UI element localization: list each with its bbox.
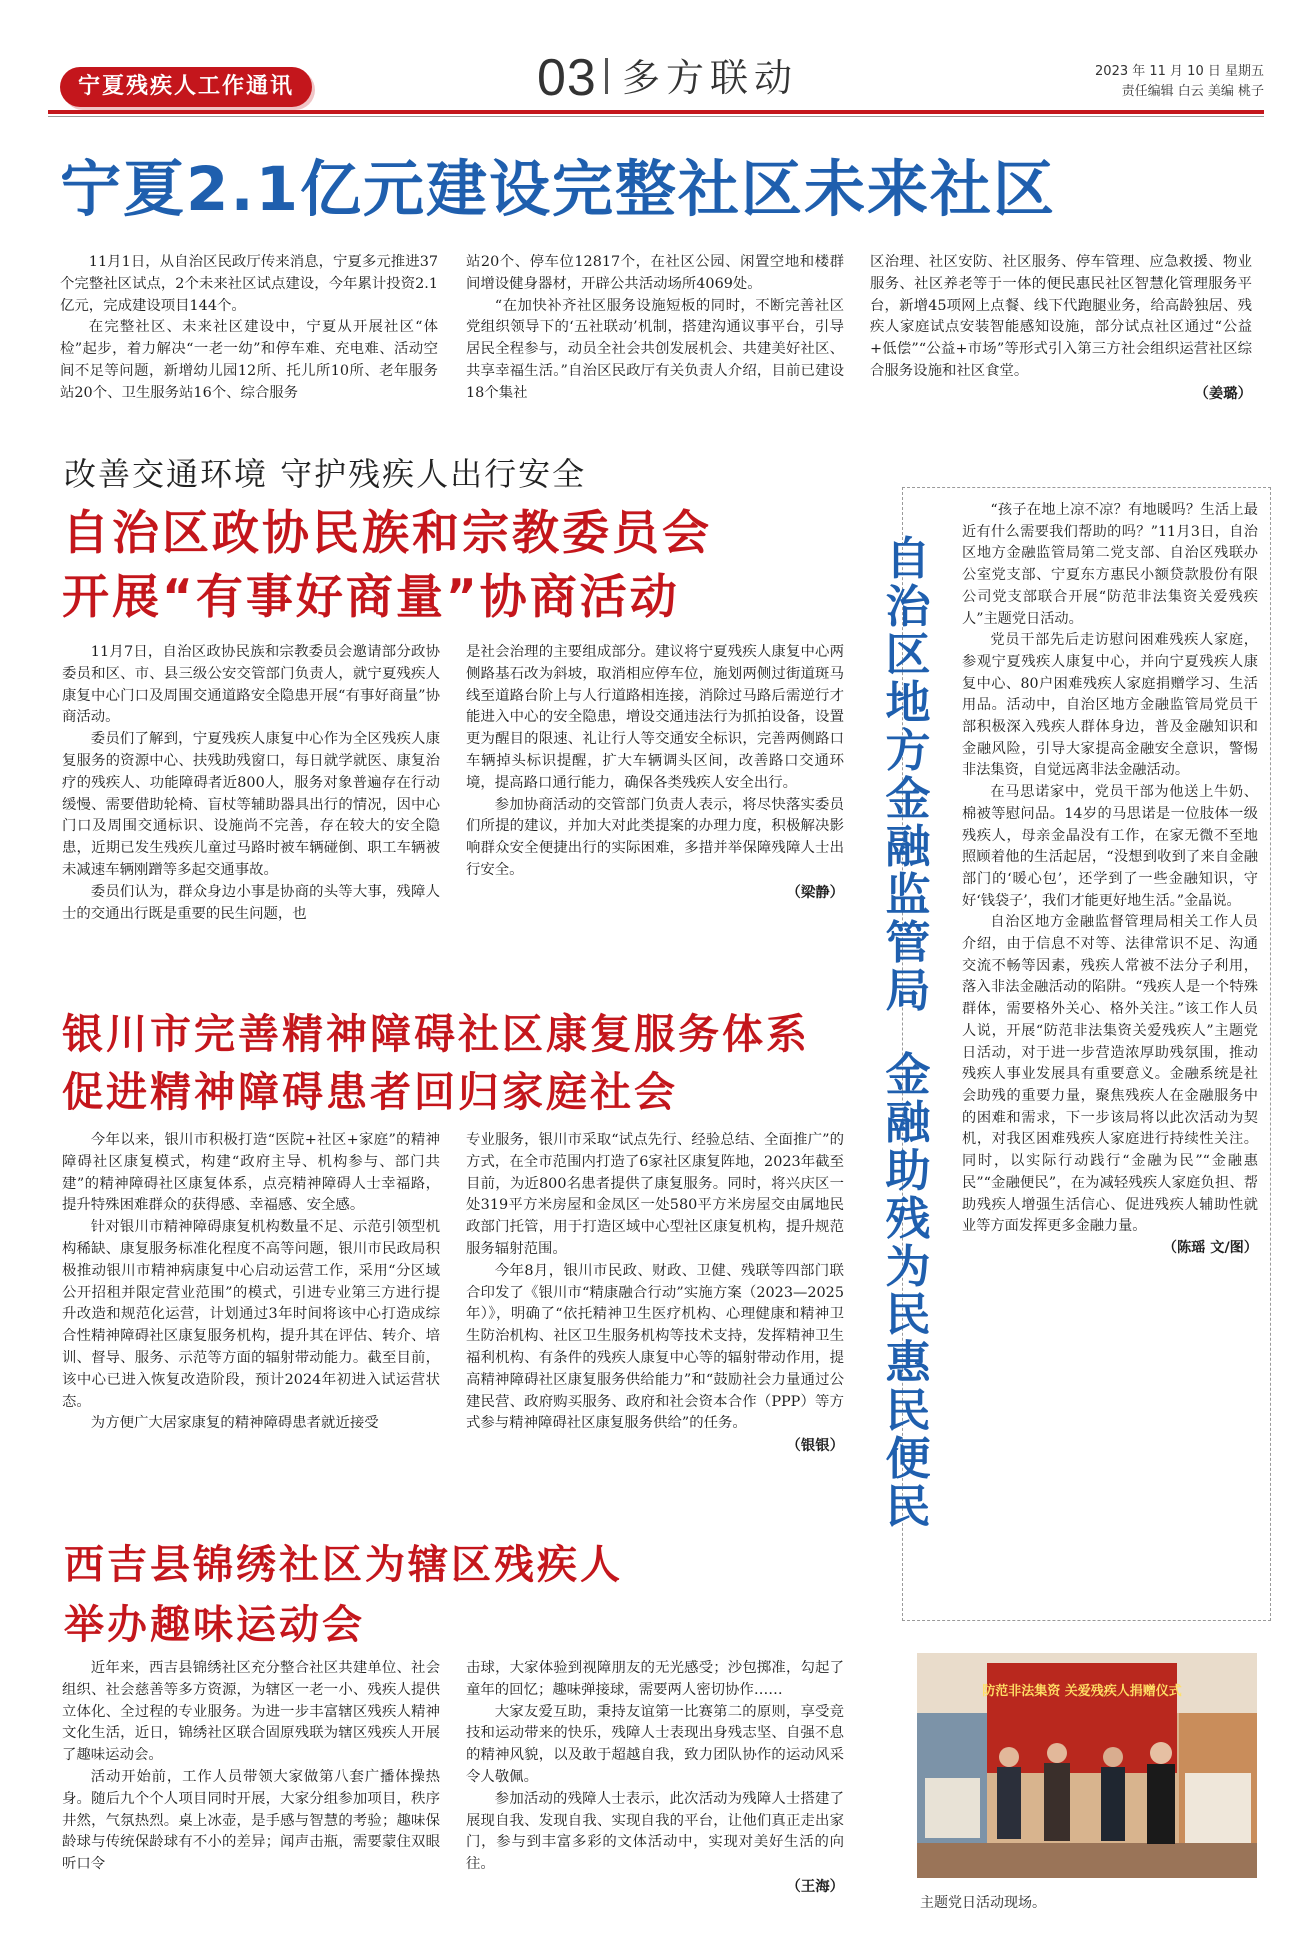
paragraph: 活动开始前，工作人员带领大家做第八套广播体操热身。随后九个个人项目同时开展，大家分组参加项目，秩序井然，气氛热烈。桌上冰壶，是手感与智慧的考验；趣味保龄球与传统保龄球有不小的差异；闻声击瓶，需要蒙住双眼听口令 [62,1768,440,1873]
masthead-rule-thin [48,116,1264,117]
sidebar-body [962,500,1258,1260]
article2-headline [62,502,712,630]
paragraph: “在加快补齐社区服务设施短板的同时，不断完善社区党组织领导下的‘五社联动’机制，搭建沟通议事平台，引导居民全程参与，动员全社会共创发展机会、共建美好社区、共享幸福生活。”自治区民政厅有关负责人介绍，目前已建设18个集社 [466,297,844,401]
paragraph: 党员干部先后走访慰问困难残疾人家庭，参观宁夏残疾人康复中心，并向宁夏残疾人康复中心、80户困难残疾人家庭捐赠学习、生活用品。活动中，自治区地方金融监管局党员干部积极深入残疾人群体身边，普及金融知识和金融风险，引导大家提高金融安全意识，警惕非法集资，自觉远离非法金融活动。 [962,632,1258,779]
paragraph: 参加协商活动的交管部门负责人表示，将尽快落实委员们所提的建议，并加大对此类提案的办理力度，积极解决影响群众安全便捷出行的实际困难，多措并举保障残障人士出行安全。 [466,796,844,878]
paper-name-badge: 宁夏残疾人工作通讯 [60,67,312,107]
paragraph: 今年8月，银川市民政、财政、卫健、残联等四部门联合印发了《银川市“精康融合行动”实施方案（2023—2025年）》，明确了“依托精神卫生医疗机构、心理健康和精神卫生防治机构、社区卫生服务机构等技术支持，发挥精神卫生福利机构、有条件的残疾人康复中心等的辐射带动作用，提高精神障碍社区康复服务供给能力”和“鼓励社会力量通过公建民营、政府购买服务、政府和社会资本合作（PPP）等方式参与精神障碍社区康复服务供给”的任务。 [466,1262,844,1432]
article4-headline [64,1535,623,1655]
paragraph: 击球，大家体验到视障朋友的无光感受；沙包掷准，勾起了童年的回忆；趣味弹接球，需要两人密切协作…… [466,1660,844,1698]
sidebar-headline [876,532,940,1533]
issue-date: 2023 年 11 月 10 日 星期五 [1095,64,1264,79]
article4-column-1 [62,1658,440,1876]
paragraph: “孩子在地上凉不凉？有地暖吗？生活上最近有什么需要我们帮助的吗？”11月3日，自治区地方金融监管局第二党支部、自治区残联办公室党支部、宁夏东方惠民小额贷款股份有限公司党支部联合开展“防范非法集资关爱残疾人”主题党日活动。 [962,502,1258,627]
headline-line: 金融助残为民惠民便民 [885,1048,931,1533]
headline-gap [876,1015,940,1051]
article2-column-1 [62,642,440,925]
article2-byline: （梁静） [786,883,844,901]
event-photo-illustration [917,1653,1257,1878]
masthead-meta [1095,62,1264,102]
paragraph: 委员们了解到，宁夏残疾人康复中心作为全区残疾人康复服务的资源中心、扶残助残窗口，每日就学就医、康复治疗的残疾人、功能障碍者近800人，服务对象普遍存在行动缓慢、需要借助轮椅、盲杖等辅助器具出行的情况，因中心门口及周围交通标识、设施尚不完善，存在较大的安全隐患，近期已发生残疾儿童过马路时被车辆碰倒、职工车辆被未减速车辆刚蹭等多起交通事故。 [62,731,440,878]
paragraph: 在完整社区、未来社区建设中，宁夏从开展社区“体检”起步，着力解决“一老一幼”和停车难、充电难、活动空间不足等问题，新增幼儿园12所、托儿所10所、老年服务站20个、卫生服务站16个、综合服务 [60,319,438,401]
article3-column-2 [466,1130,844,1457]
article1-column-3 [870,252,1252,405]
paragraph: 在马思诺家中，党员干部为他送上牛奶、棉被等慰问品。14岁的马思诺是一位肢体一级残疾人，母亲金晶没有工作，在家无微不至地照顾着他的生活起居，“没想到收到了来自金融部门的‘暖心包’，还学到了一些金融知识，守好‘钱袋子’，我们才能更好地生活。”金晶说。 [962,784,1258,909]
article2-kicker: 改善交通环境 守护残疾人出行安全 [64,455,587,493]
paragraph: 自治区地方金融监督管理局相关工作人员介绍，由于信息不对等、法律常识不足、沟通交流不畅等因素，残疾人常被不法分子利用，落入非法金融活动的陷阱。“残疾人是一个特殊群体，需要格外关心、格外关注。”该工作人员人说，开展“防范非法集资关爱残疾人”主题党日活动，对于进一步营造浓厚助残氛围，推动残疾人事业发展具有重要意义。金融系统是社会助残的重要力量，聚焦残疾人在金融服务中的困难和需求，下一步该局将以此次活动为契机，对我区困难残疾人家庭进行持续性关注。同时，以实际行动践行“金融为民”“金融惠民”“金融便民”，在为减轻残疾人家庭负担、帮助残疾人增强生活信心、促进残疾人辅助性就业等方面发挥更多金融力量。 [962,914,1258,1235]
paragraph: 近年来，西吉县锦绣社区充分整合社区共建单位、社会组织、社会慈善等多方资源，为辖区一老一小、残疾人提供立体化、全过程的专业服务。为进一步丰富辖区残疾人精神文化生活，近日，锦绣社区联合固原残联为辖区残疾人开展了趣味运动会。 [62,1660,440,1764]
masthead-rule [48,110,1264,114]
headline-line: 促进精神障碍患者回归家庭社会 [62,1068,678,1116]
editor-credits: 责任编辑 白云 美编 桃子 [1121,84,1264,99]
headline-line: 举办趣味运动会 [64,1602,365,1648]
article1-column-2 [466,252,844,405]
headline-line: 自治区地方金融监管局 [885,532,931,1017]
article1-headline: 宁夏2.1亿元建设完整社区未来社区 [60,154,1057,225]
headline-line: 银川市完善精神障碍社区康复服务体系 [62,1010,810,1058]
article3-byline: （银银） [786,1437,844,1455]
article1-byline: （姜璐） [1194,384,1252,402]
paragraph: 大家友爱互助，秉持友谊第一比赛第二的原则，享受竞技和运动带来的快乐，残障人士表现出身残志坚、自强不息的精神风貌，以及敢于超越自我，致力团队协作的运动风采令人敬佩。 [466,1703,844,1785]
paragraph: 区治理、社区安防、社区服务、停车管理、应急救援、物业服务、社区养老等于一体的便民惠民社区智慧化管理服务平台，新增45项网上点餐、线下代跑腿业务，给高龄独居、残疾人家庭试点安装智能感知设施，部分试点社区通过“公益+低偿”“公益+市场”等形式引入第三方社会组织运营社区综合服务设施和社区食堂。 [870,254,1252,379]
paragraph: 11月7日，自治区政协民族和宗教委员会邀请部分政协委员和区、市、县三级公安交管部门负责人，就宁夏残疾人康复中心门口及周围交通道路安全隐患开展“有事好商量”协商活动。 [62,644,440,726]
paragraph: 11月1日，从自治区民政厅传来消息，宁夏多元推进37个完整社区试点，2个未来社区试点建设，今年累计投资2.1亿元，完成建设项目144个。 [60,254,438,314]
sidebar-byline: （陈瑶 文/图） [1162,1239,1258,1256]
article4-byline: （王海） [786,1877,844,1895]
paragraph: 为方便广大居家康复的精神障碍患者就近接受 [90,1415,379,1432]
headline-line: 自治区政协民族和宗教委员会 [62,506,712,561]
paragraph: 参加活动的残障人士表示，此次活动为残障人士搭建了展现自我、发现自我、实现自我的平台，让他们真正走出家门，参与到丰富多彩的文体活动中，实现对美好生活的向往。 [466,1790,844,1873]
paragraph: 针对银川市精神障碍康复机构数量不足、示范引领型机构稀缺、康复服务标准化程度不高等问题，银川市民政局积极推动银川市精神病康复中心启动运营工作，采用“分区域公开招租并限定营业范围”的模式，引进专业第三方进行提升改造和规范化运营，计划通过3年时间将该中心打造成综合性精神障碍社区康复服务机构，提升其在评估、转介、培训、督导、服务、示范等方面的辐射带动能力。截至目前，该中心已进入恢复改造阶段，预计2024年初进入试运营状态。 [62,1219,440,1410]
headline-line: 西吉县锦绣社区为辖区残疾人 [64,1542,623,1588]
article3-column-1 [62,1130,440,1435]
article2-column-2 [466,642,844,904]
paragraph: 是社会治理的主要组成部分。建议将宁夏残疾人康复中心两侧路基石改为斜坡，取消相应停车位，施划两侧过街道斑马线至道路台阶上与人行道路相连接，消除过马路后需逆行才能进入中心的安全隐患，增设交通违法行为抓拍设备，设置更为醒目的限速、礼让行人等交通安全标识，完善两侧路口车辆掉头标识提醒，扩大车辆调头区间，改善路口交通环境，提高路口通行能力，确保各类残疾人安全出行。 [466,644,844,791]
event-photo [917,1653,1257,1878]
article4-column-2 [466,1658,844,1898]
article3-headline [62,1005,810,1121]
masthead-separator [605,58,608,94]
paragraph: 专业服务，银川市采取“试点先行、经验总结、全面推广”的方式，在全市范围内打造了6家社区康复阵地，2023年截至目前，为近800名患者提供了康复服务。同时，将兴庆区一处319平方米房屋和金凤区一处580平方米房屋交由属地民政部门托管，用于打造区域中心型社区康复机构，提升规范服务辐射范围。 [466,1132,844,1257]
page-number: 03 [537,49,597,107]
photo-caption: 主题党日活动现场。 [920,1895,1046,1911]
article1-column-1 [60,252,438,405]
section-name: 多方联动 [622,56,799,100]
paragraph: 今年以来，银川市积极打造“医院+社区+家庭”的精神障碍社区康复模式，构建“政府主导、机构参与、部门共建”的精神障碍社区康复体系，点亮精神障碍人士幸福路，提升特殊困难群众的获得感、幸福感、安全感。 [62,1132,440,1214]
headline-line: 开展“有事好商量”协商活动 [62,570,680,625]
paragraph: 站20个、停车位12817个，在社区公园、闲置空地和楼群间增设健身器材，开辟公共活动场所4069处。 [466,254,844,292]
photo-banner-text: 防范非法集资 关爱残疾人捐赠仪式 [982,1684,1182,1699]
paragraph: 委员们认为，群众身边小事是协商的头等大事，残障人士的交通出行既是重要的民生问题，也 [62,883,440,922]
